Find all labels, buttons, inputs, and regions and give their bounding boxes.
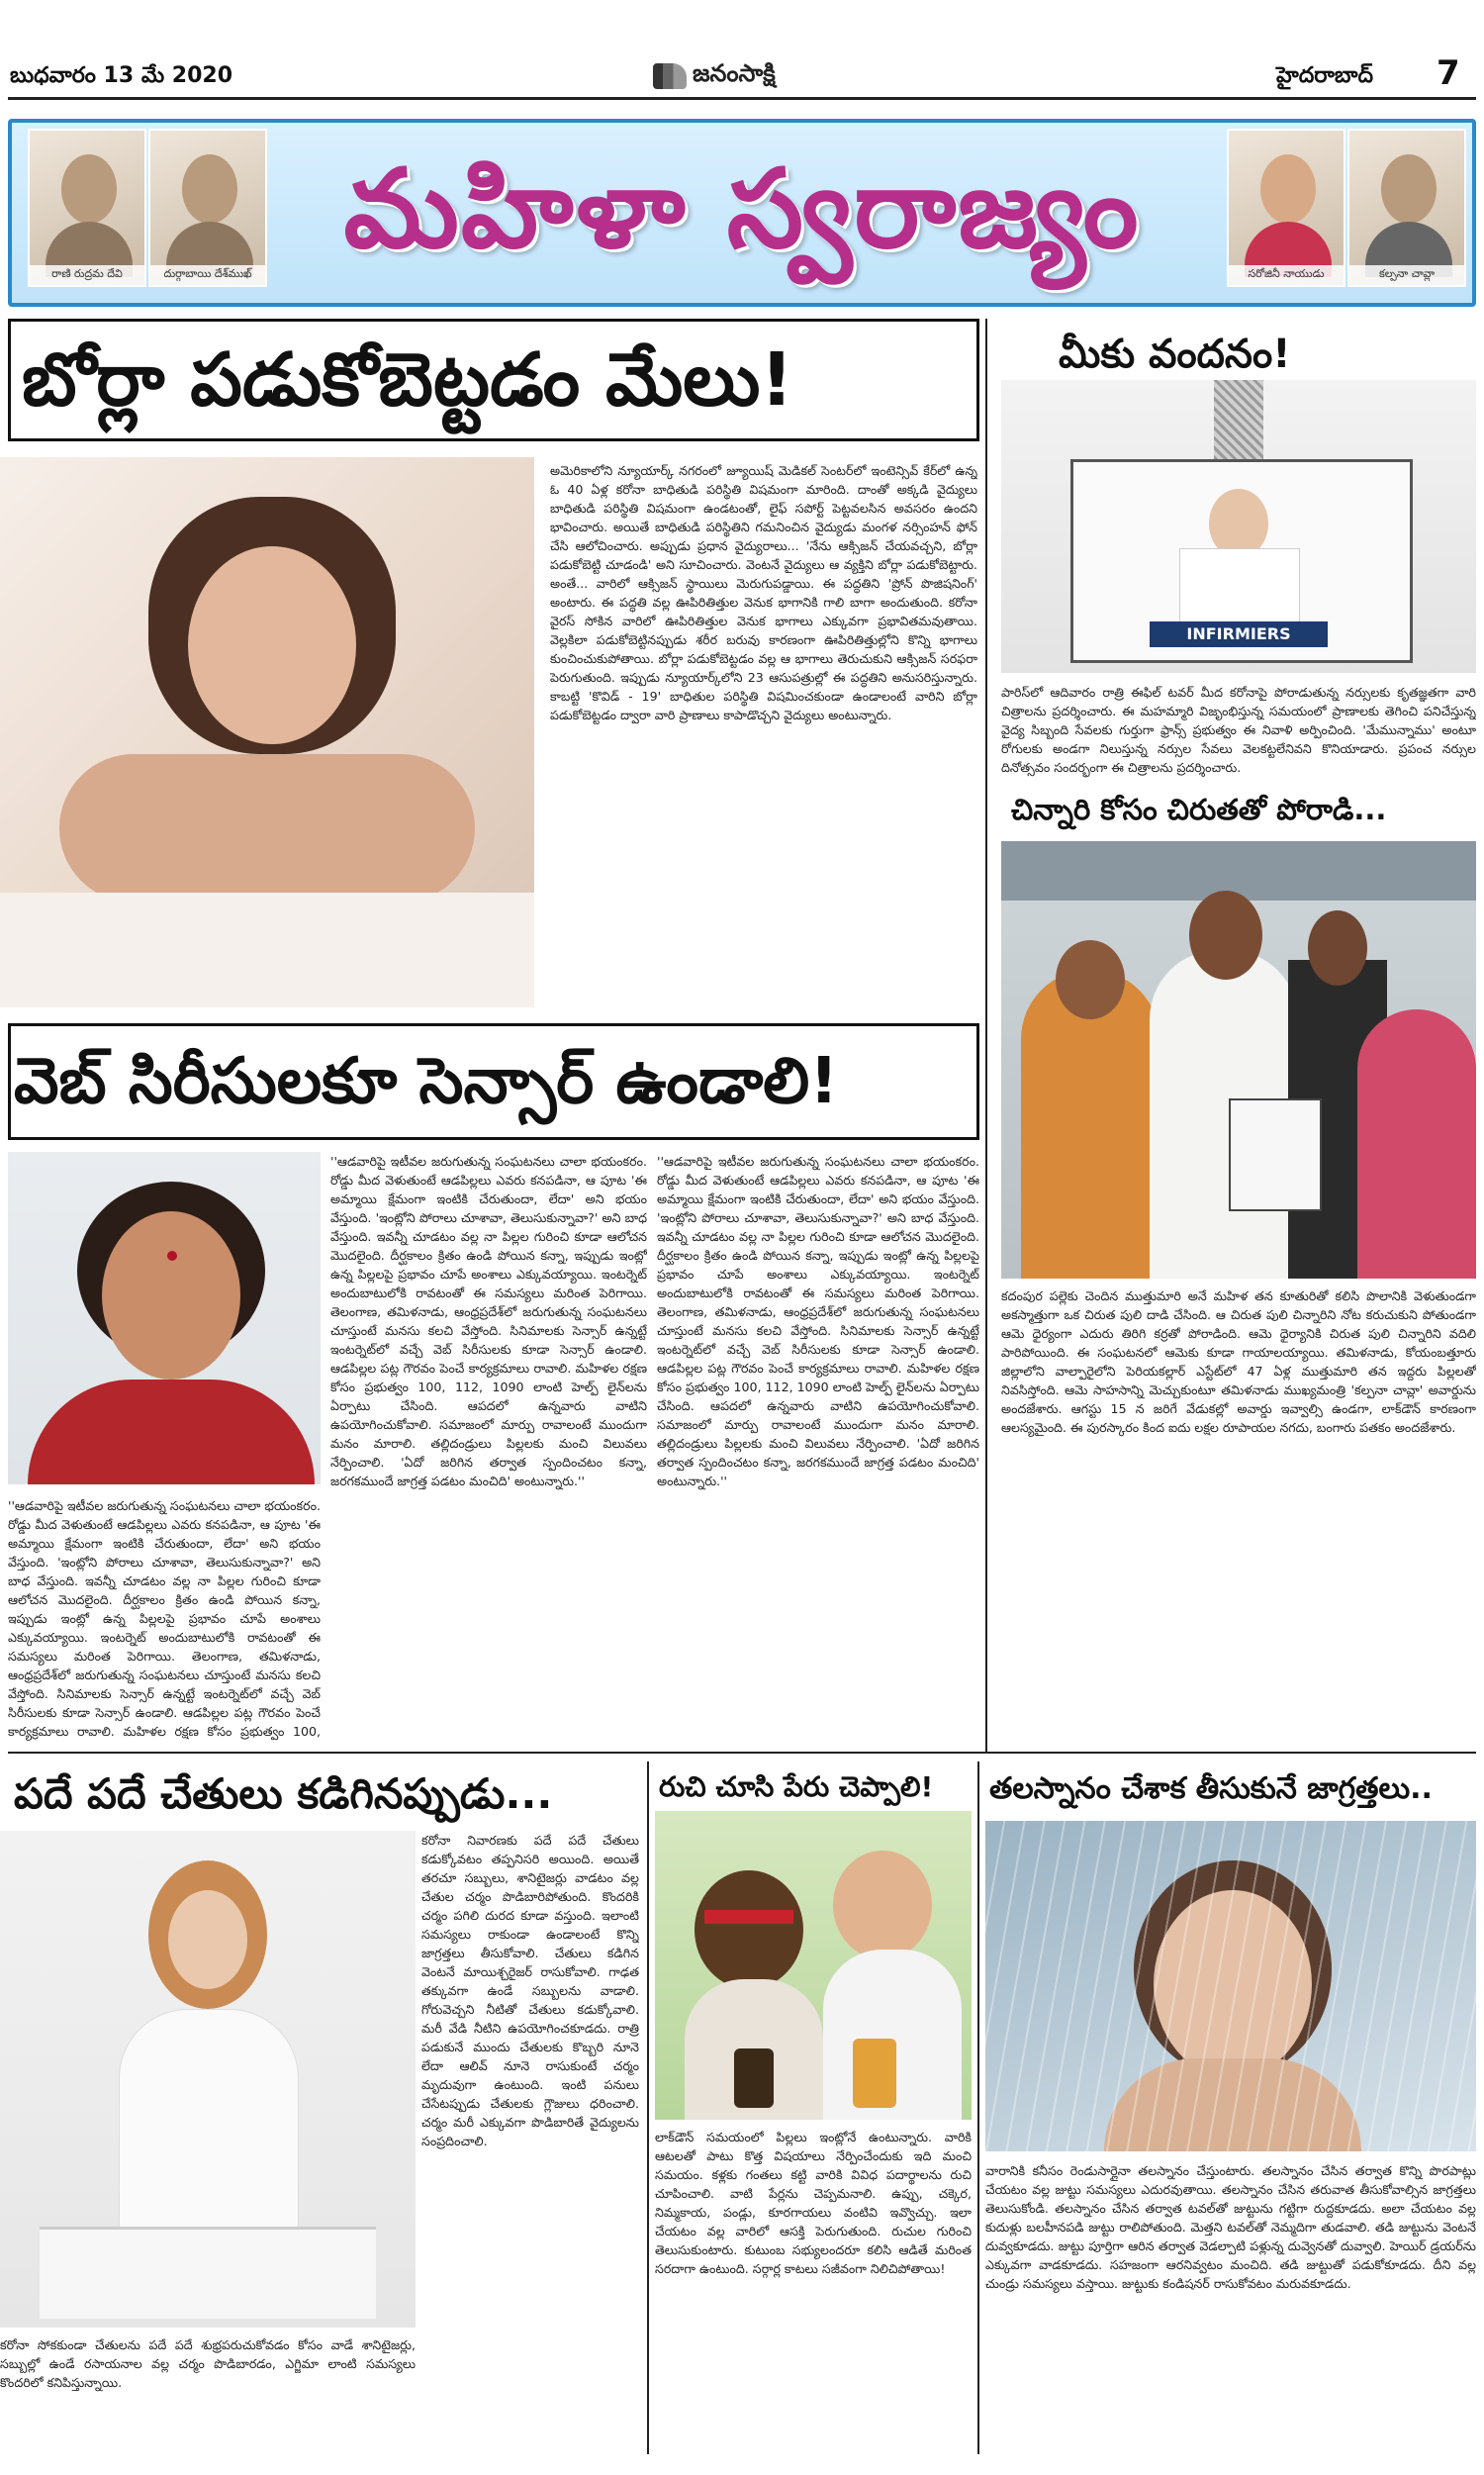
article7-headline: తలస్నానం చేశాక తీసుకునే జాగ్రత్తలు.. <box>989 1771 1433 1806</box>
article1-headline: బోర్లా పడుకోబెట్టడం మేలు! <box>22 337 794 423</box>
infirmiers-banner: INFIRMIERS <box>1150 621 1328 647</box>
article5-headline: పదే పదే చేతులు కడిగినప్పుడు... <box>14 1769 553 1818</box>
article4-photo <box>8 1152 321 1484</box>
masthead-divider <box>8 97 1476 100</box>
newspaper-logo <box>653 59 776 93</box>
logo-icon <box>653 63 687 89</box>
article7-body: వారానికి కనీసం రెండుసార్లైనా తలస్నానం చేస్తుంటారు. తలస్నానం చేసిన తర్వాత కొన్ని పొరపాట్లు చేయటం వల్ల జుట్టు సమస్యలు ఎదురవుతాయి. తలస్నానం చేసిన తరువాత తీసుకోవాల్సిన జాగ్రత్తలు తెలుసుకోండి. తలస్నానం చేసిన తర్వాత టవల్‌తో జుట్టును గట్టిగా రుద్దకూడదు. అలా చేయటం వల్ల కుదుళ్లు బలహీనపడి జుట్టు రాలిపోతుంది. మెత్తని టవల్‌తో నెమ్మదిగా తుడవాలి. తడి జుట్టును వెంటనే దువ్వకూడదు. జుట్టు పూర్తిగా ఆరిన తర్వాత వెడల్పాటి పళ్లున్న దువ్వెనతో దువ్వాలి. హెయిర్ డ్రయర్‌ను ఎక్కువగా వాడకూడదు. సహజంగా ఆరనివ్వటం మంచిది. తడి జుట్టుతో పడుకోకూడదు. దీని వల్ల చుండ్రు సమస్యలు వస్తాయి. జుట్టుకు కండిషనర్ రాసుకోవటం మరువకూడదు. <box>985 2163 1476 2291</box>
article5-caption: కరోనా సోకకుండా చేతులను పదే పదే శుభ్రపరుచుకోవడం కోసం వాడే శానిటైజర్లు, సబ్బుల్లో ఉండే రసాయనాల వల్ల చర్మం పొడిబారడం, ఎగ్జిమా లాంటి సమస్యలు కొందరిలో కనిపిస్తున్నాయి. <box>0 2337 416 2390</box>
article6-body: లాక్‌డౌన్ సమయంలో పిల్లలు ఇంట్లోనే ఉంటున్నారు. వారికి ఆటలతో పాటు కొత్త విషయాలు నేర్పించేందుకు ఇది మంచి సమయం. కళ్లకు గంతలు కట్టి వారికి వివిధ పదార్థాలను రుచి చూపించాలి. వాటి పేర్లను చెప్పమనాలి. ఉప్పు, చక్కెర, నిమ్మకాయ, పండ్లు, కూరగాయలు వంటివి ఇవ్వొచ్చు. ఇలా చేయటం వల్ల వారిలో ఆసక్తి పెరుగుతుంది. రుచుల గురించి తెలుసుకుంటారు. కుటుంబ సభ్యులందరూ కలిసి ఆడితే మరింత సరదాగా ఉంటుంది. సర్గార్ల కాటలు సజీవంగా నిలిచిపోతాయి! <box>655 2130 972 2276</box>
article1-body: అమెరికాలోని న్యూయార్క్ నగరంలో జ్యూయిష్ మెడికల్ సెంటర్‌లో ఇంటెన్సివ్ కేర్‌లో ఉన్న ఓ 40 ఏళ్ల కరోనా బాధితుడి పరిస్థితి విషమంగా మారింది. దాంతో అక్కడి వైద్యులు బాధితుడి పరిస్థితి విషమంగా ఉండటంతో, లైఫ్ సపోర్ట్ పెట్టవలసిన అవసరం ఉందని భావించారు. అయితే బాధితుడి పరిస్థితిని గమనించిన వైద్యుడు మంగళ నర్సింహన్ ఫోన్ చేసి ఆలోచించారు. అప్పుడు ప్రధాన వైద్యురాలు... 'నేను ఆక్సిజన్ చేయవచ్చని, బోర్లా పడుకోబెట్టి చూడండి' అని సూచించారు. వెంటనే వైద్యులు ఆ వ్యక్తిని బోర్లా పడుకోబెట్టారు. అంతే... వారిలో ఆక్సిజన్ స్థాయిలు మెరుగుపడ్డాయి. ఈ పద్ధతిని 'ప్రోన్ పొజిషనింగ్' అంటారు. ఈ పద్ధతి వల్ల ఊపిరితిత్తుల వెనుక భాగానికి గాలి బాగా అందుతుంది. కరోనా వైరస్ సోకిన వారిలో ఊపిరితిత్తుల వెనుక భాగాలు ఎక్కువగా ప్రభావితమవుతాయి. వెల్లకిలా పడుకోబెట్టినప్పుడు శరీర బరువు కారణంగా ఊపిరితిత్తుల్లోని కొన్ని భాగాలు కుంచించుకుపోతాయి. బోర్లా పడుకోబెట్టడం వల్ల ఆ భాగాలు తెరుచుకుని ఆక్సిజన్ సరఫరా పెరుగుతుంది. ఇప్పుడు న్యూయార్క్‌లోని 23 ఆసుపత్రుల్లో ఈ పద్ధతిని అనుసరిస్తున్నారు. కాబట్టి 'కొవిడ్ - 19' బాధితుల పరిస్థితి విషమించకుండా ఉండాలంటే వారిని బోర్లా పడుకోబెట్టడం ద్వారా వారి ప్రాణాలు కాపాడొచ్చని వైద్యులు అంటున్నారు. <box>550 463 977 722</box>
article1-photo <box>0 457 534 1007</box>
article4-body-part1: ''ఆడవారిపై ఇటీవల జరుగుతున్న సంఘటనలు చాలా భయంకరం. రోడ్డు మీద వెళుతుంటే ఆడపిల్లలు ఎవరు కనపడినా, ఆ పూట 'ఈ అమ్మాయి క్షేమంగా ఇంటికి చేరుతుందా, లేదా' అని భయం వేస్తుంది. 'ఇంట్లోని పోరాలు చూశావా, తెలుసుకున్నావా?' అని బాధ వేస్తుంది. ఇవన్నీ చూడటం వల్ల నా పిల్లల గురించి కూడా ఆలోచన మొదలైంది. దీర్ఘకాలం క్రితం ఉండి పోయిన కన్నా, ఇప్పుడు ఇంట్లో ఉన్న పిల్లలపై ప్రభావం చూపే అంశాలు ఎక్కువయ్యాయి. ఇంటర్నెట్ అందుబాటులోకి రావటంతో ఈ సమస్యలు మరింత పెరిగాయి. తెలంగాణ, తమిళనాడు, ఆంధ్రప్రదేశ్‌లో జరుగుతున్న సంఘటనలు చూస్తుంటే మనసు కలచి వేస్తోంది. సినిమాలకు సెన్సార్ ఉన్నట్టే ఇంటర్నెట్‌లో వచ్చే వెబ్ సిరీసులకు కూడా సెన్సార్ ఉండాలి. ఆడపిల్లల పట్ల గౌరవం పెంచే కార్యక్రమాలు రావాలి. మహిళల రక్షణ కోసం ప్రభుత్వం 100, <box>8 1498 321 1739</box>
edition-city: హైదరాబాద్ <box>1276 63 1373 88</box>
article4-headline: వెబ్ సిరీసులకూ సెన్సార్ ఉండాలి! <box>14 1045 839 1118</box>
article2-photo <box>1001 380 1476 673</box>
article3-photo <box>1001 841 1476 1279</box>
article3-headline: చిన్నారి కోసం చిరుతతో పోరాడి... <box>1011 793 1387 826</box>
page-number: 7 <box>1437 53 1460 93</box>
newspaper-name: జనంసాక్షి <box>693 59 776 87</box>
article3-caption: కదంపుర పల్లెకు చెందిన ముత్తుమారి అనే మహిళ తన కూతురితో కలిసి పొలానికి వెళుతుండగా అకస్మాత్తుగా ఒక చిరుత పులి దాడి చేసింది. ఆ చిరుత పులి చిన్నారిని నోట కరుచుకుని పోతుండగా ఆమె ధైర్యంగా ఎదురు తిరిగి కర్రతో పోరాడింది. ఆమె ధైర్యానికి చిరుత పులి చిన్నారిని వదిలి పారిపోయింది. ఈ సంఘటనలో ఆమెకు కూడా గాయాలయ్యాయి. తమిళనాడు, కోయంబత్తూరు జిల్లాలోని వాల్పారైలోని పెరియకల్లార్ ఎస్టేట్‌లో 47 ఏళ్ల ముత్తుమారి తన ఇద్దరు పిల్లలతో నివసిస్తోంది. ఆమె సాహసాన్ని మెచ్చుకుంటూ తమిళనాడు ముఖ్యమంత్రి 'కల్పనా చావ్లా' అవార్డును అందజేశారు. ఆగస్టు 15 న జరిగే వేడుకల్లో అవార్డు ఇవ్వాల్సి ఉండగా, లాక్‌డౌన్ కారణంగా ఆలస్యమైంది. ఈ పురస్కారం కింద ఐదు లక్షల రూపాయల నగదు, బంగారు పతకం అందజేశారు. <box>1001 1288 1476 1435</box>
article7-photo <box>985 1821 1476 2151</box>
article5-photo <box>0 1831 416 2328</box>
article2-headline: మీకు వందనం! <box>1059 332 1291 377</box>
column-divider <box>985 319 987 1754</box>
portrait-2: దుర్గాబాయి దేశ్‌ముఖ్ <box>148 129 267 287</box>
portrait-4: కల్పనా చావ్లా <box>1347 129 1466 287</box>
article5-body: కరోనా నివారణకు పదే పదే చేతులు కడుక్కోవటం తప్పనిసరి అయింది. అయితే తరచూ సబ్బులు, శానిటైజర్లు వాడటం వల్ల చేతుల చర్మం పొడిబారిపోతుంది. కొందరికి చర్మం పగిలి దురద కూడా వస్తుంది. ఇలాంటి సమస్యలు రాకుండా ఉండాలంటే కొన్ని జాగ్రత్తలు తీసుకోవాలి. చేతులు కడిగిన వెంటనే మాయిశ్చరైజర్ రాసుకోవాలి. గాఢత తక్కువగా ఉండే సబ్బులను వాడాలి. గోరువెచ్చని నీటితో చేతులు కడుక్కోవాలి. మరీ వేడి నీటిని ఉపయోగించకూడదు. రాత్రి పడుకునే ముందు చేతులకు కొబ్బరి నూనె లేదా ఆలివ్ నూనె రాసుకుంటే చర్మం మృదువుగా ఉంటుంది. ఇంటి పనులు చేసేటప్పుడు చేతులకు గ్లౌజులు ధరించాలి. చర్మం మరీ ఎక్కువగా పొడిబారితే వైద్యులను సంప్రదించాలి. <box>421 1833 639 2148</box>
issue-date: బుధవారం 13 మే 2020 <box>10 63 232 88</box>
portrait-3: సరోజినీ నాయుడు <box>1227 129 1345 287</box>
article6-headline: రుచి చూసి పేరు చెప్పాలి! <box>659 1770 934 1803</box>
column-divider-3 <box>977 1761 979 2454</box>
section-title: మహిళా స్వరాజ్యం <box>343 145 1141 272</box>
portrait-1: రాణి రుద్రమ దేవి <box>28 129 146 287</box>
article4-body-part2: ''ఆడవారిపై ఇటీవల జరుగుతున్న సంఘటనలు చాలా భయంకరం. రోడ్డు మీద వెళుతుంటే ఆడపిల్లలు ఎవరు కనపడినా, ఆ పూట 'ఈ అమ్మాయి క్షేమంగా ఇంటికి చేరుతుందా, లేదా' అని భయం వేస్తుంది. 'ఇంట్లోని పోరాలు చూశావా, తెలుసుకున్నావా?' అని బాధ వేస్తుంది. ఇవన్నీ చూడటం వల్ల నా పిల్లల గురించి కూడా ఆలోచన మొదలైంది. దీర్ఘకాలం క్రితం ఉండి పోయిన కన్నా, ఇప్పుడు ఇంట్లో ఉన్న పిల్లలపై ప్రభావం చూపే అంశాలు ఎక్కువయ్యాయి. ఇంటర్నెట్ అందుబాటులోకి రావటంతో ఈ సమస్యలు మరింత పెరిగాయి. తెలంగాణ, తమిళనాడు, ఆంధ్రప్రదేశ్‌లో జరుగుతున్న సంఘటనలు చూస్తుంటే మనసు కలచి వేస్తోంది. సినిమాలకు సెన్సార్ ఉన్నట్టే ఇంటర్నెట్‌లో వచ్చే వెబ్ సిరీసులకు కూడా సెన్సార్ ఉండాలి. ఆడపిల్లల పట్ల గౌరవం పెంచే కార్యక్రమాలు రావాలి. మహిళల రక్షణ కోసం ప్రభుత్వం 100, 112, 1090 లాంటి హెల్ప్ లైన్‌లను ఏర్పాటు చేసింది. ఆపదలో ఉన్నవారు వాటిని ఉపయోగించుకోవాలి. సమాజంలో మార్పు రావాలంటే ముందుగా మనం మారాలి. తల్లిదండ్రులు పిల్లలకు మంచి విలువలు నేర్పించాలి. 'ఏదో జరిగిన తర్వాత స్పందించటం కన్నా, జరగకముందే జాగ్రత్త పడటం మంచిది' అంటున్నారు.'' <box>330 1154 647 1488</box>
column-divider-2 <box>647 1761 649 2454</box>
section-divider <box>8 1752 1476 1754</box>
article4-body-part3: ''ఆడవారిపై ఇటీవల జరుగుతున్న సంఘటనలు చాలా భయంకరం. రోడ్డు మీద వెళుతుంటే ఆడపిల్లలు ఎవరు కనపడినా, ఆ పూట 'ఈ అమ్మాయి క్షేమంగా ఇంటికి చేరుతుందా, లేదా' అని భయం వేస్తుంది. 'ఇంట్లోని పోరాలు చూశావా, తెలుసుకున్నావా?' అని బాధ వేస్తుంది. ఇవన్నీ చూడటం వల్ల నా పిల్లల గురించి కూడా ఆలోచన మొదలైంది. దీర్ఘకాలం క్రితం ఉండి పోయిన కన్నా, ఇప్పుడు ఇంట్లో ఉన్న పిల్లలపై ప్రభావం చూపే అంశాలు ఎక్కువయ్యాయి. ఇంటర్నెట్ అందుబాటులోకి రావటంతో ఈ సమస్యలు మరింత పెరిగాయి. తెలంగాణ, తమిళనాడు, ఆంధ్రప్రదేశ్‌లో జరుగుతున్న సంఘటనలు చూస్తుంటే మనసు కలచి వేస్తోంది. సినిమాలకు సెన్సార్ ఉన్నట్టే ఇంటర్నెట్‌లో వచ్చే వెబ్ సిరీసులకు కూడా సెన్సార్ ఉండాలి. ఆడపిల్లల పట్ల గౌరవం పెంచే కార్యక్రమాలు రావాలి. మహిళల రక్షణ కోసం ప్రభుత్వం 100, 112, 1090 లాంటి హెల్ప్ లైన్‌లను ఏర్పాటు చేసింది. ఆపదలో ఉన్నవారు వాటిని ఉపయోగించుకోవాలి. సమాజంలో మార్పు రావాలంటే ముందుగా మనం మారాలి. తల్లిదండ్రులు పిల్లలకు మంచి విలువలు నేర్పించాలి. 'ఏదో జరిగిన తర్వాత స్పందించటం కన్నా, జరగకముందే జాగ్రత్త పడటం మంచిది' అంటున్నారు.'' <box>657 1154 979 1488</box>
article2-caption: పారిస్‌లో ఆదివారం రాత్రి ఈఫిల్ టవర్ మీద కరోనాపై పోరాడుతున్న నర్సులకు కృతజ్ఞతగా వారి చిత్రాలను ప్రదర్శించారు. ఈ మహమ్మారి విజృంభిస్తున్న సమయంలో ప్రాణాలకు తెగించి పనిచేస్తున్న వైద్య సిబ్బంది సేవలకు గుర్తుగా ఫ్రాన్స్ ప్రభుత్వం ఈ నివాళి అర్పించింది. 'మేమున్నాము' అంటూ రోగులకు అండగా నిలుస్తున్న నర్సుల సేవలు వెలకట్టలేనివని కొనియాడారు. ప్రపంచ నర్సుల దినోత్సవం సందర్భంగా ఈ చిత్రాలను ప్రదర్శించారు. <box>1001 685 1476 775</box>
article6-photo <box>655 1811 972 2120</box>
